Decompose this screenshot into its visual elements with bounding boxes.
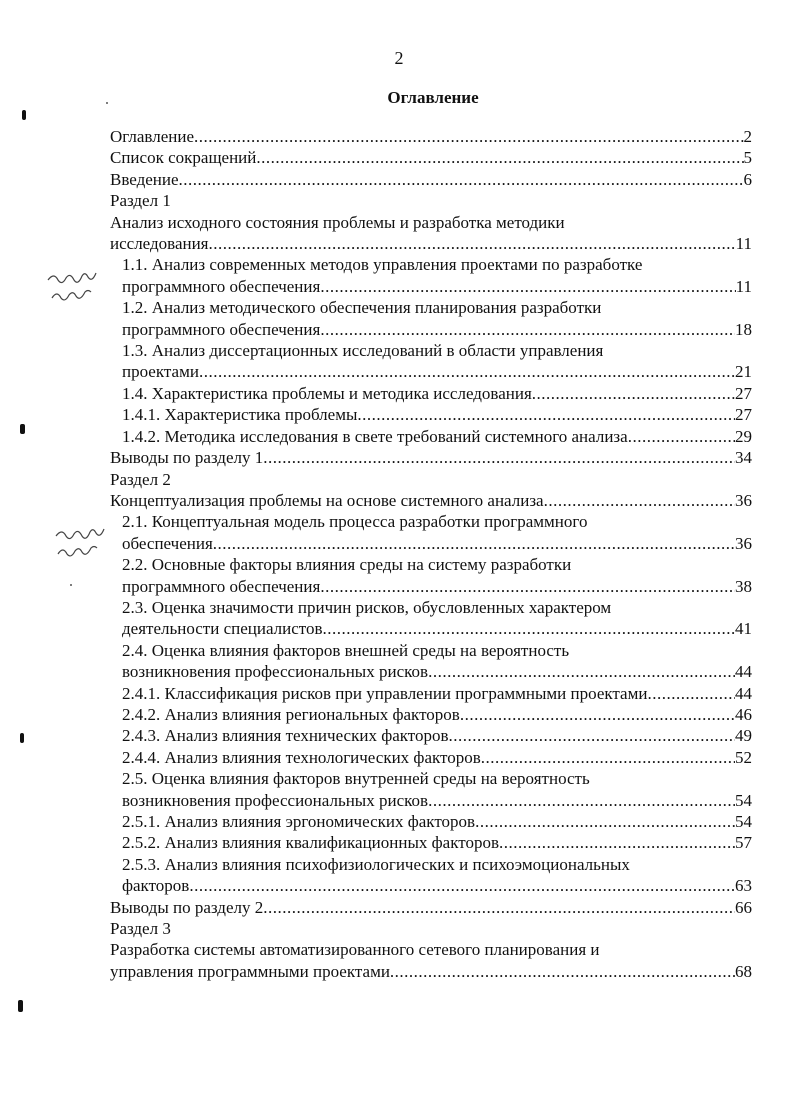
toc-entry-title-line: 2.5. Оценка влияния факторов внутренней среды на вероятность (122, 769, 590, 789)
dot-leader (532, 383, 735, 404)
toc-entry-page: 41 (735, 619, 752, 639)
scan-mark (18, 1000, 23, 1012)
toc-entry-page: 11 (735, 276, 752, 296)
dot-leader (428, 661, 735, 682)
toc-entry-title-line: обеспечения (122, 533, 213, 553)
dot-leader (320, 576, 735, 597)
toc-entry (110, 811, 752, 832)
toc-entry (110, 190, 752, 211)
toc-entry-page: 66 (735, 897, 752, 917)
dot-leader (179, 169, 744, 190)
dot-leader (263, 897, 735, 918)
toc-entry-title-line: 2.2. Основные факторы влияния среды на систему разработки (122, 555, 572, 575)
toc-entry-title-line: Концептуализация проблемы на основе системного анализа (110, 490, 544, 510)
toc-entry-page: 49 (735, 726, 752, 746)
toc-entry-title-line: Раздел 2 (110, 469, 171, 489)
toc-entry-title-line: программного обеспечения (122, 576, 321, 596)
dot-leader (320, 319, 735, 340)
toc-entry (110, 511, 752, 554)
scan-speck (70, 584, 72, 586)
toc-entry (110, 597, 752, 640)
toc-entry-title-line: Оглавление (110, 127, 194, 146)
toc-entry-page: 27 (735, 405, 752, 425)
toc-entry (110, 404, 752, 425)
dot-leader (189, 875, 735, 896)
toc-entry-title-line: 1.4.1. Характеристика проблемы (122, 405, 358, 425)
toc-entry-title-line: Анализ исходного состояния проблемы и разработка методики (110, 212, 565, 232)
dot-leader (428, 790, 735, 811)
toc-entry-title-line: 2.5.3. Анализ влияния психофизиологических и психоэмоциональных (122, 854, 630, 874)
toc-entry-title-line: 1.2. Анализ методического обеспечения планирования разработки (122, 298, 602, 318)
toc-entry-page: 52 (735, 747, 752, 767)
toc-entry (110, 768, 752, 811)
scan-speck (106, 102, 108, 104)
toc-entry-title-line: 2.1. Концептуальная модель процесса разработки программного (122, 512, 588, 532)
toc-entry (110, 854, 752, 897)
toc-entry-title-line: программного обеспечения (122, 276, 321, 296)
toc-entry-title-line: 1.3. Анализ диссертационных исследований в области управления (122, 341, 604, 361)
dot-leader (499, 832, 735, 853)
dot-leader (323, 618, 735, 639)
handwritten-note-icon (44, 270, 114, 306)
toc-entry-page: 63 (735, 876, 752, 896)
dot-leader (460, 704, 735, 725)
toc-entry (110, 383, 752, 404)
toc-entry-title-line: 1.4. Характеристика проблемы и методика исследования (122, 383, 532, 403)
scan-mark (20, 424, 25, 434)
dot-leader (320, 276, 735, 297)
toc-entry-title-line: 2.4. Оценка влияния факторов внешней среды на вероятность (122, 640, 570, 660)
toc-entry-page: 54 (735, 790, 752, 810)
toc-entry-page: 27 (735, 383, 752, 403)
toc-entry-title-line: Выводы по разделу 2 (110, 897, 264, 917)
dot-leader (475, 811, 735, 832)
toc-entry-title-line: 2.5.2. Анализ влияния квалификационных факторов (122, 833, 499, 853)
dot-leader (256, 147, 743, 168)
toc-entry-page: 57 (735, 833, 752, 853)
toc-entry (110, 725, 752, 746)
toc-entry-title-line: 2.5.1. Анализ влияния эргономических факторов (122, 812, 476, 831)
toc-entry-title-line: 2.4.2. Анализ влияния региональных факторов (122, 704, 460, 724)
dot-leader (647, 683, 735, 704)
toc-entry-page: 21 (735, 362, 752, 382)
toc-entry (110, 704, 752, 725)
toc-entry (110, 897, 752, 918)
toc-entry-title-line: 2.4.4. Анализ влияния технологических факторов (122, 747, 481, 767)
toc-entry (110, 832, 752, 853)
toc-entry (110, 640, 752, 683)
toc-entry-page: 36 (735, 490, 752, 510)
toc-entry-title-line: проектами (122, 362, 199, 382)
toc-entry (110, 212, 752, 255)
toc-entry (110, 297, 752, 340)
toc-entry-title-line: возникновения профессиональных рисков (122, 662, 429, 682)
toc-entry-page: 6 (743, 169, 752, 189)
toc-entry-page: 11 (735, 234, 752, 254)
toc-entry-page: 2 (743, 127, 752, 146)
toc-entry-title-line: управления программными проектами (110, 961, 390, 981)
toc-entry (110, 147, 752, 168)
dot-leader (263, 447, 735, 468)
toc-entry-title-line: деятельности специалистов (122, 619, 323, 639)
toc-entry (110, 918, 752, 939)
dot-leader (481, 747, 735, 768)
toc-entry-title-line: программного обеспечения (122, 319, 321, 339)
toc-entry-title-line: 1.1. Анализ современных методов управления проектами по разработке (122, 255, 643, 275)
toc-entry-title-line: исследования (110, 234, 209, 254)
toc-entry-title-line: 1.4.2. Методика исследования в свете требований системного анализа (122, 426, 628, 446)
toc-entry-title-line: Раздел 3 (110, 919, 171, 939)
toc-entry-title-line: Введение (110, 169, 179, 189)
scan-mark (22, 110, 26, 120)
toc-entry (110, 169, 752, 190)
toc-entry (110, 126, 752, 147)
toc-entry (110, 254, 752, 297)
dot-leader (628, 426, 735, 447)
toc-entry-title-line: 2.3. Оценка значимости причин рисков, обусловленных характером (122, 597, 612, 617)
toc-entry (110, 747, 752, 768)
scan-mark (20, 733, 24, 743)
toc-entry (110, 469, 752, 490)
toc-entry (110, 490, 752, 511)
dot-leader (449, 725, 735, 746)
toc-entry-page: 54 (735, 812, 752, 831)
toc-entry-title-line: возникновения профессиональных рисков (122, 790, 429, 810)
toc-entry (110, 447, 752, 468)
toc-entry-title-line: Выводы по разделу 1 (110, 448, 264, 468)
toc-entry-page: 29 (735, 426, 752, 446)
toc-entry-title-line: Список сокращений (110, 148, 257, 168)
toc-entry-title-line: Разработка системы автоматизированного сетевого планирования и (110, 940, 600, 960)
toc-entry-page: 18 (735, 319, 752, 339)
dot-leader (194, 126, 744, 147)
dot-leader (213, 533, 735, 554)
toc-entry-page: 44 (735, 683, 752, 703)
toc-entry-page: 68 (735, 961, 752, 981)
toc-entry (110, 554, 752, 597)
dot-leader (357, 404, 735, 425)
toc-entry-page: 46 (735, 704, 752, 724)
toc-entry-page: 34 (735, 448, 752, 468)
toc-entry-title-line: 2.4.1. Классификация рисков при управлении программными проектами (122, 683, 648, 703)
page-number: 2 (394, 48, 404, 68)
toc-entry-page: 44 (735, 662, 752, 682)
toc-heading: Оглавление (387, 88, 479, 107)
dot-leader (199, 361, 735, 382)
toc-entry (110, 683, 752, 704)
toc-entry-page: 36 (735, 533, 752, 553)
toc-entry-title-line: Раздел 1 (110, 191, 171, 211)
toc-entry (110, 426, 752, 447)
toc-entry-title-line: факторов (122, 876, 190, 896)
handwritten-note-icon (52, 526, 122, 562)
toc-entry-page: 38 (735, 576, 752, 596)
toc-entry-page: 5 (743, 148, 752, 168)
toc-entry (110, 340, 752, 383)
toc-entry (110, 939, 752, 982)
dot-leader (544, 490, 735, 511)
table-of-contents (110, 126, 752, 982)
dot-leader (209, 233, 736, 254)
dot-leader (390, 961, 735, 982)
toc-entry-title-line: 2.4.3. Анализ влияния технических факторов (122, 726, 449, 746)
